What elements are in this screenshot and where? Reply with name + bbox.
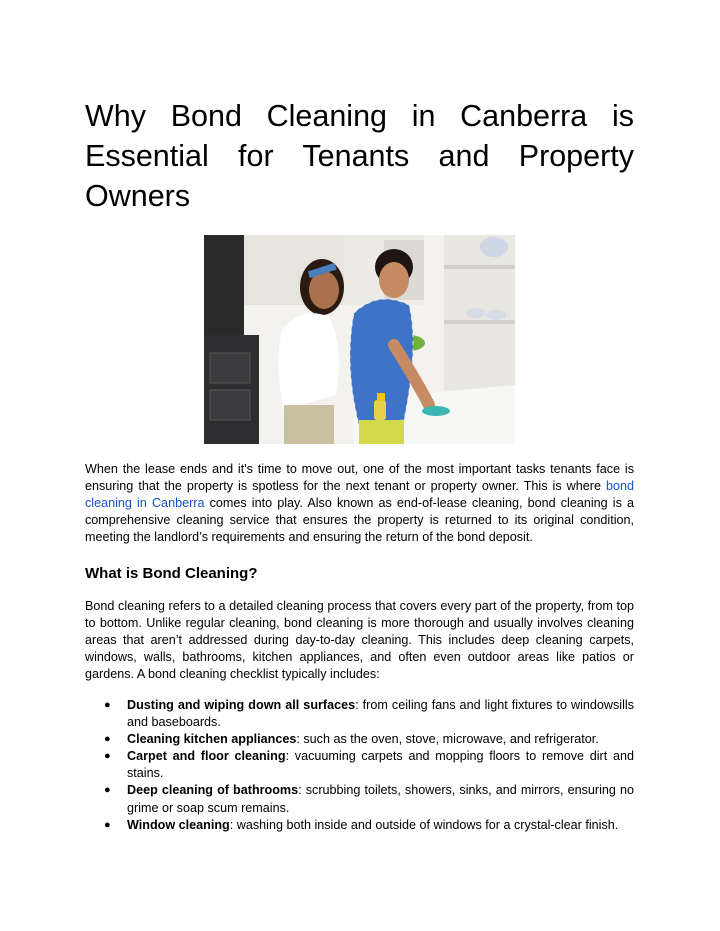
document-title: Why Bond Cleaning in Canberra is Essential for Tenants and Property Owners [85, 99, 634, 213]
bullet-icon: ● [104, 699, 111, 711]
list-item [85, 782, 634, 816]
list-item [85, 817, 634, 834]
intro-text-start: When the lease ends and it's time to move out, one of the most important tasks tenants face is ensuring that the property is spotless for the next tenant or property owner. This is where [85, 462, 634, 494]
list-item-text: : vacuuming carpets and mopping floors to remove dirt and stains. [127, 749, 634, 781]
list-item-bold: Cleaning kitchen appliances [127, 732, 297, 747]
section-heading: What is Bond Cleaning? [85, 565, 258, 582]
list-item-text: : from ceiling fans and light fixtures to windowsills and baseboards. [127, 698, 634, 730]
list-item-bold: Dusting and wiping down all surfaces [127, 698, 356, 712]
list-item-text: : washing both inside and outside of windows for a crystal-clear finish. [229, 817, 619, 832]
bullet-icon: ● [104, 818, 111, 831]
bond-cleaning-canberra-link[interactable]: bond cleaning in Canberra [85, 479, 634, 511]
list-item-text: : such as the oven, stove, microwave, and refrigerator. [296, 732, 599, 747]
list-item [85, 697, 634, 731]
cleaning-checklist [85, 697, 634, 834]
bullet-icon: ● [104, 733, 111, 746]
section-paragraph: Bond cleaning refers to a detailed cleaning process that covers every part of the property, from top to bottom. Unlike regular cleaning, bond cleaning is more thorough and usually involves cleaning areas that aren’t addressed during day-to-day cleaning. This includes deep cleaning carpets, windows, walls, bathrooms, kitchen appliances, and often even outdoor areas like patios or gardens. A bond cleaning checklist typically includes: [85, 599, 634, 682]
intro-paragraph [85, 461, 634, 546]
list-item-bold: Deep cleaning of bathrooms [127, 783, 299, 798]
list-item-bold: Carpet and floor cleaning [127, 749, 286, 764]
bullet-icon: ● [104, 784, 111, 797]
list-item [85, 731, 634, 748]
hero-image-couple-cleaning-kitchen [204, 235, 515, 444]
bullet-icon: ● [104, 750, 111, 763]
list-item-text: : scrubbing toilets, showers, sinks, and mirrors, ensuring no grime or soap scum remains. [127, 783, 635, 815]
list-item-bold: Window cleaning [127, 817, 230, 832]
intro-text-end: comes into play. Also known as end-of-lease cleaning, bond cleaning is a comprehensive cleaning service that ensures the property is returned to its original condition, meeting the landlord’s requirements and ensuring the return of the bond deposit. [85, 496, 634, 545]
list-item [85, 748, 634, 782]
